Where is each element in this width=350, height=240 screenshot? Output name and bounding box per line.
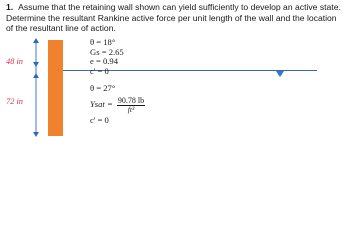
unit-weight-denominator: ft³ — [127, 104, 135, 114]
bottom-friction-angle: θ = 27° — [90, 83, 116, 93]
dimension-arrow — [30, 38, 42, 137]
retaining-wall — [48, 40, 63, 136]
top-cohesion: c' = 0 — [90, 65, 109, 76]
bottom-unit-weight-label: Ysat = — [90, 98, 113, 109]
problem-statement — [6, 2, 346, 34]
dimension-label-bottom: 72 in — [6, 97, 23, 106]
dimension-label-top: 48 in — [6, 57, 23, 66]
problem-number: 1. — [6, 2, 14, 12]
top-friction-angle: θ = 18° — [90, 37, 116, 47]
top-specific-gravity: Gs = 2.65 — [90, 46, 124, 57]
top-layer-properties — [90, 38, 124, 76]
unit-weight-numerator: 90.78 lb — [117, 95, 145, 105]
top-void-ratio: e = 0.94 — [90, 56, 118, 67]
problem-text: Assume that the retaining wall shown can yield sufficiently to develop an active state. Determine the resultant Rankine active force per unit length of the wall and the location of the resultant line of action. — [6, 2, 341, 33]
bottom-cohesion: c' = 0 — [90, 115, 109, 126]
water-table-icon — [276, 71, 284, 77]
bottom-unit-weight-value — [117, 96, 145, 115]
bottom-layer-properties — [90, 84, 145, 126]
